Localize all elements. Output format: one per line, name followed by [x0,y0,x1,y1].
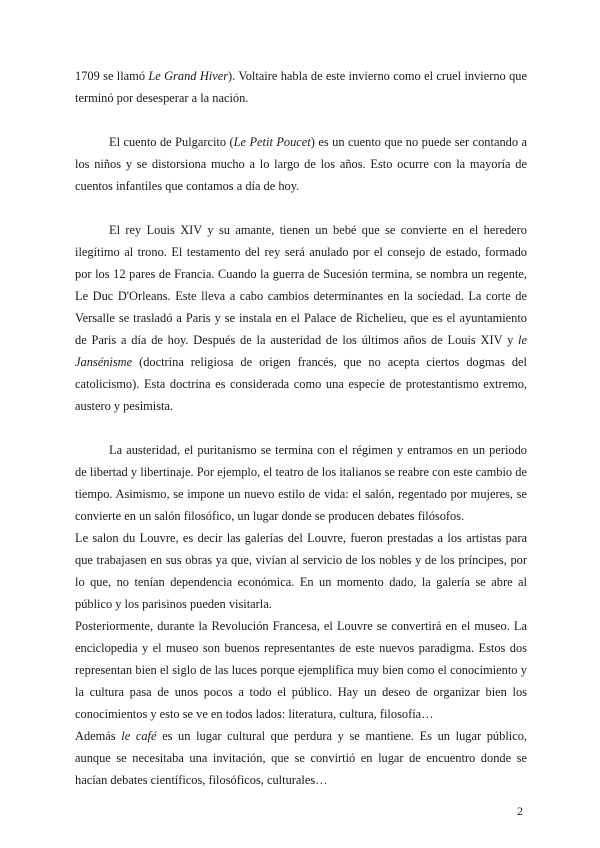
text-run: El cuento de Pulgarcito ( [109,135,234,149]
italic-term: Le Petit Poucet [233,135,311,149]
italic-term: le café [121,729,157,743]
text-run: El rey Louis XIV y su amante, tienen un bebé que se convierte en el heredero ilegítimo al trono. El testamento del rey será anulado por el consejo de estado, formado por los 12 pares de Francia. Cuando la guerra de Sucesión termina, se nombra un regente, Le Duc D'Orleans. Este lleva a cabo cambios determinantes en la sociedad. La corte de Versalle se trasladó a Paris y se instala en el Palace de Richelieu, que es el ayuntamiento de Paris a día de hoy. Después de la austeridad de los últimos años de Louis XIV y [75,223,527,347]
text-run: ). Voltaire habla de este invierno como el cruel invierno que terminó por desesperar a la nación. [75,69,527,105]
document-page [75,65,527,791]
paragraph-spacer [75,109,527,131]
paragraph-cafe [75,725,527,791]
paragraph-salon-louvre: Le salon du Louvre, es decir las galerías del Louvre, fueron prestadas a los artistas para que trabajasen en sus obras ya que, vivían al servicio de los nobles y de los príncipes, por lo que, no tenían dependencia económica. En un momento dado, la galería se abre al público y los parisinos pueden visitarla. [75,531,527,611]
paragraph-grand-hiver [75,65,527,109]
paragraph-louis-xiv [75,219,527,417]
text-run: es un lugar cultural que perdura y se mantiene. Es un lugar público, aunque se necesitaba una invitación, que se convirtió en lugar de encuentro donde se hacían debates científicos, filosóficos, culturales… [75,729,527,787]
text-run: ) es un cuento que no puede ser contando a los niños y se distorsiona mucho a lo largo de los años. Esto ocurre con la mayoría de cuentos infantiles que contamos a día de hoy. [75,135,527,193]
text-run: Además [75,729,122,743]
page-number: 2 [517,804,523,818]
paragraph-pulgarcito [75,131,527,197]
italic-term: Le Grand Hiver [148,69,229,83]
text-run: 1709 se llamó [75,69,149,83]
paragraph-spacer [75,197,527,219]
paragraph-spacer [75,417,527,439]
paragraph-austeridad: La austeridad, el puritanismo se termina con el régimen y entramos en un periodo de libertad y libertinaje. Por ejemplo, el teatro de los italianos se reabre con este cambio de tiempo. Asimismo, se impone un nuevo estilo de vida: el salón, regentado por mujeres, se convierte en un salón filosófico, un lugar donde se producen debates filósofos. [75,443,527,523]
paragraph-revolucion: Posteriormente, durante la Revolución Francesa, el Louvre se convertirá en el museo. La enciclopedia y el museo son buenos representantes de este nuevos paradigma. Estos dos representan bien el siglo de las luces porque ejemplifica muy bien como el conocimiento y la cultura pasa de unos pocos a todo el público. Hay un deseo de organizar bien los conocimientos y esto se ve en todos lados: literatura, cultura, filosofía… [75,619,527,721]
italic-term: le Jansénisme [75,333,527,369]
text-run: (doctrina religiosa de origen francés, que no acepta ciertos dogmas del catolicismo). Esta doctrina es considerada como una especie de protestantismo extremo, austero y pesimista. [75,355,527,413]
